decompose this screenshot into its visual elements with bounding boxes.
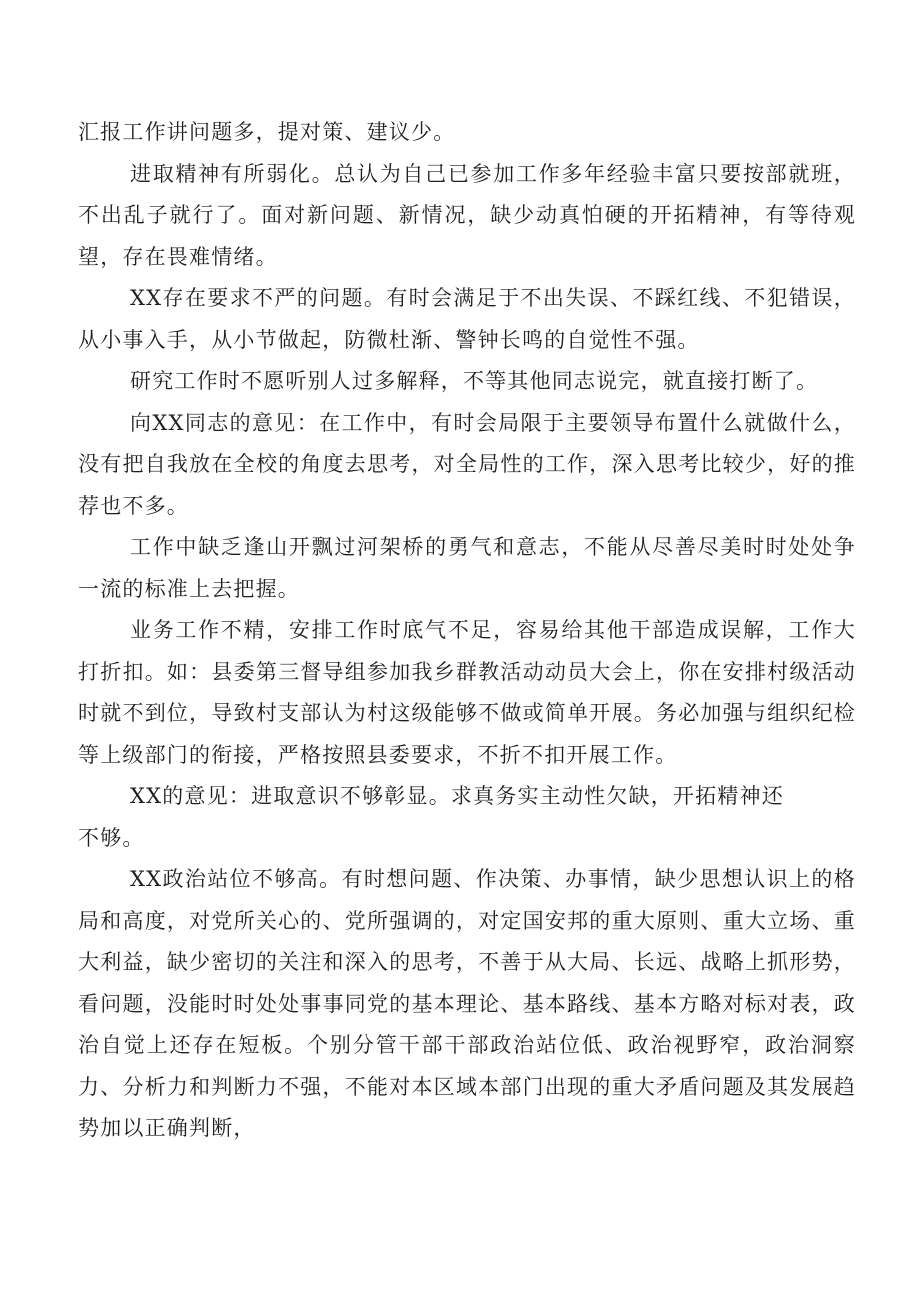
paragraph-10: XX政治站位不够高。有时想问题、作决策、办事情，缺少思想认识上的格局和高度，对党所关心的、党所强调的，对定国安邦的重大原则、重大立场、重大利益，缺少密切的关注和深入的思考，不善于从大局、长远、战略上抓形势，看问题，没能时时处处事事同党的基本理论、基本路线、基本方略对标对表，政治自觉上还存在短板。个别分管干部干部政治站位低、政治视野窄，政治洞察力、分析力和判断力不强，不能对本区域本部门出现的重大矛盾问题及其发展趋势加以正确判断， bbox=[78, 867, 856, 1140]
paragraph-4: 研究工作时不愿听别人过多解释，不等其他同志说完，就直接打断了。 bbox=[130, 369, 819, 393]
paragraph-2: 进取精神有所弱化。总认为自己已参加工作多年经验丰富只要按部就班，不出乱子就行了。面对新问题、新情况，缺少动真怕硬的开拓精神，有等待观望，存在畏难情绪。 bbox=[78, 161, 856, 269]
document-body bbox=[78, 112, 856, 1150]
paragraph-7: 业务工作不精，安排工作时底气不足，容易给其他干部造成误解，工作大打折扣。如：县委第三督导组参加我乡群教活动动员大会上，你在安排村级活动时就不到位，导致村支部认为村这级能够不做或简单开展。务必加强与组织纪检等上级部门的衔接，严格按照县委要求，不折不扣开展工作。 bbox=[78, 618, 856, 767]
paragraph-9: 不够。 bbox=[78, 825, 145, 850]
paragraph-1: 汇报工作讲问题多，提对策、建议少。 bbox=[78, 120, 456, 144]
paragraph-5: 向XX同志的意见：在工作中，有时会局限于主要领导布置什么就做什么，没有把自我放在全校的角度去思考，对全局性的工作，深入思考比较少，好的推荐也不多。 bbox=[78, 410, 856, 518]
paragraph-6: 工作中缺乏逢山开飘过河架桥的勇气和意志，不能从尽善尽美时时处处争一流的标准上去把握。 bbox=[78, 535, 856, 601]
paragraph-3: XX存在要求不严的问题。有时会满足于不出失误、不踩红线、不犯错误，从小事入手，从小节做起，防微杜渐、警钟长鸣的自觉性不强。 bbox=[78, 286, 856, 352]
paragraph-8: XX的意见：进取意识不够彰显。求真务实主动性欠缺，开拓精神还 bbox=[130, 784, 784, 808]
